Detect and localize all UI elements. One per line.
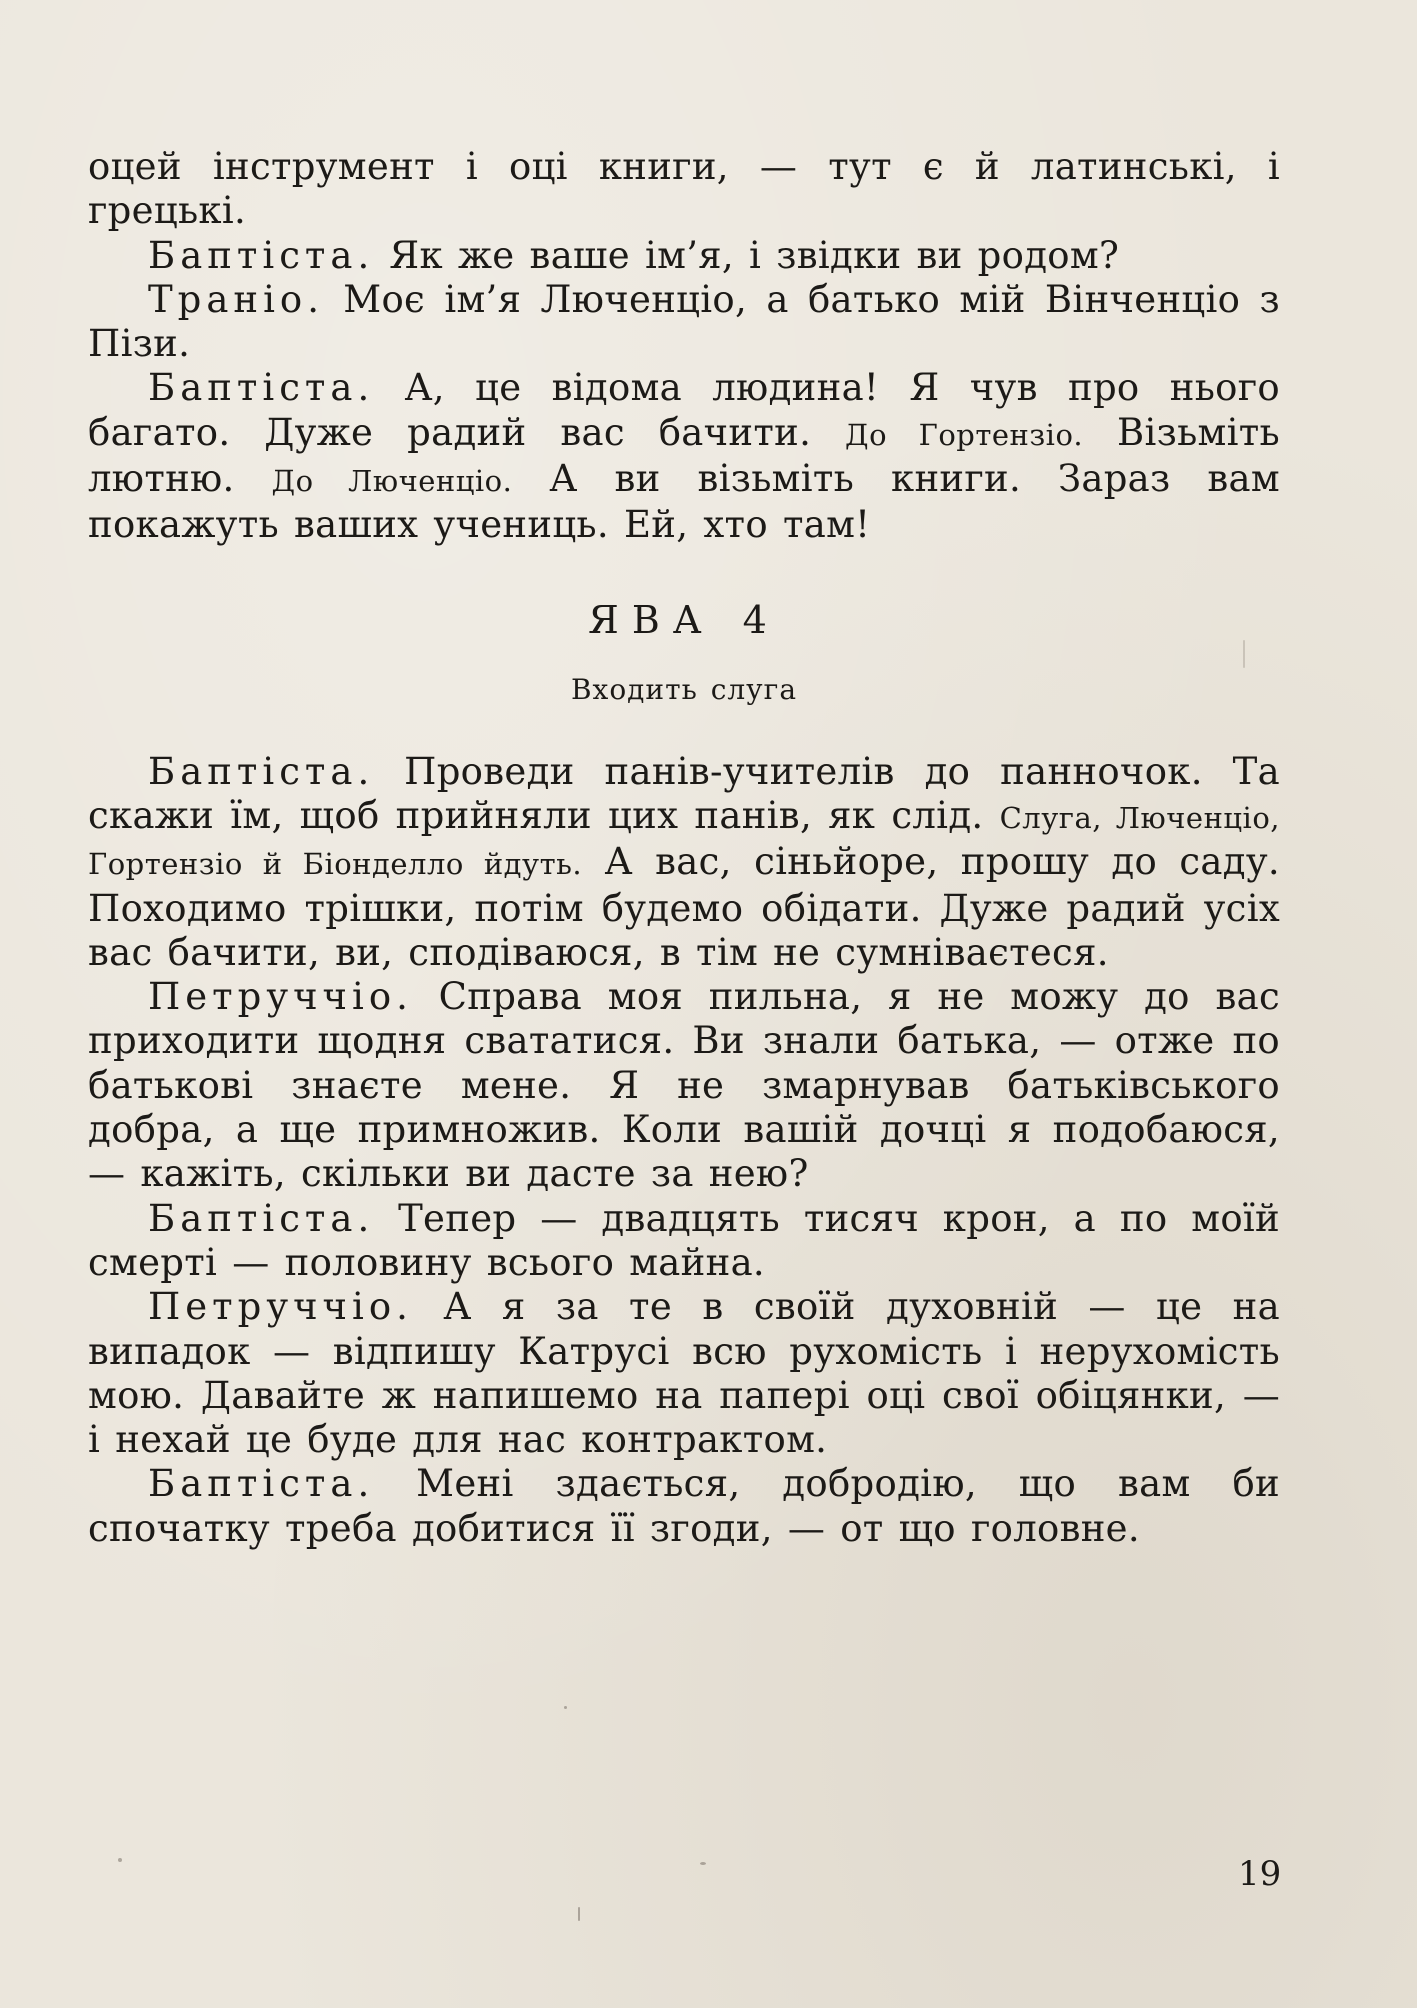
paragraph-baptista-3 — [88, 750, 1280, 975]
page-text — [88, 145, 1280, 1551]
paragraph-text: Проведи панів-учителів до панночок. Та скажи їм, щоб прийняли цих панів, як слід. — [88, 749, 1280, 837]
paragraph-text: Візьміть лютню. — [88, 410, 1280, 501]
paragraph-text: Тепер — двадцять тисяч крон, а по моїй смерті — половину всього майна. — [88, 1196, 1280, 1284]
paragraph-baptista-2 — [88, 366, 1280, 547]
stage-direction: До Гортензіо. — [845, 417, 1084, 452]
speaker-name: Баптіста. — [148, 749, 375, 793]
paragraph-text: А вас, сіньйоре, прошу до саду. Походимо трішки, потім будемо обідати. Дуже радий усіх вас бачити, ви, сподіваюся, в тім не сумніваєтеся. — [88, 840, 1280, 974]
paragraph-baptista-4 — [88, 1197, 1280, 1286]
paragraph-tranio — [88, 278, 1280, 367]
paper-speck — [564, 1706, 567, 1709]
paragraph-continuation — [88, 145, 1280, 234]
paper-speck — [1243, 640, 1245, 668]
stage-direction: Слуга, Люченціо, Гортензіо й Біонделло йдуть. — [88, 800, 1280, 882]
paper-speck — [118, 1858, 122, 1862]
speaker-name: Баптіста. — [148, 1196, 375, 1240]
paragraph-baptista-5 — [88, 1462, 1280, 1551]
paragraph-petruchio-1 — [88, 975, 1280, 1196]
speaker-name: Петруччіо. — [148, 975, 413, 1019]
speaker-name: Баптіста. — [148, 1462, 375, 1506]
paragraph-text: А ви візьміть книги. Зараз вам покажуть ваших учениць. Ей, хто там! — [88, 457, 1280, 547]
paragraph-text: Мені здається, добродію, що вам би спочатку треба добитися її згоди, — от що головне. — [88, 1462, 1280, 1550]
scene-title: ЯВА 4 — [588, 597, 780, 642]
page-number: 19 — [1238, 1854, 1282, 1894]
speaker-name: Петруччіо. — [148, 1285, 413, 1329]
paragraph-text: оцей інструмент і оці книги, — тут є й латинські, і грецькі. — [88, 145, 1280, 233]
speaker-name: Траніо. — [148, 277, 324, 321]
paragraph-text: А, це відома людина! Я чув про нього багато. Дуже радий вас бачити. — [88, 366, 1280, 454]
speaker-name: Баптіста. — [148, 233, 375, 277]
scene-entry-direction: Входить слуга — [570, 672, 798, 706]
paragraph-text: Як же ваше ім’я, і звідки ви родом? — [374, 233, 1120, 277]
paragraph-baptista-1 — [88, 234, 1280, 278]
paper-speck — [578, 1907, 580, 1921]
paragraph-text: А я за те в своїй духовній — це на випадок — відпишу Катрусі всю рухомість і нерухомість мою. Давайте ж напишемо на папері оці свої обіцянки, — і нехай це буде для нас контрактом. — [88, 1285, 1280, 1462]
speaker-name: Баптіста. — [148, 366, 375, 410]
paragraph-text: Справа моя пильна, я не можу до вас приходити щодня свататися. Ви знали батька, — отже по батькові знаєте мене. Я не змарнував батьківського добра, а ще примножив. Коли вашій дочці я подобаюся, — кажіть, скільки ви дасте за нею? — [88, 975, 1280, 1196]
paper-speck — [700, 1862, 706, 1865]
stage-direction: До Люченціо. — [271, 464, 513, 499]
paragraph-petruchio-2 — [88, 1285, 1280, 1462]
paragraph-text: Моє ім’я Люченціо, а батько мій Вінченціо з Пізи. — [88, 277, 1280, 366]
